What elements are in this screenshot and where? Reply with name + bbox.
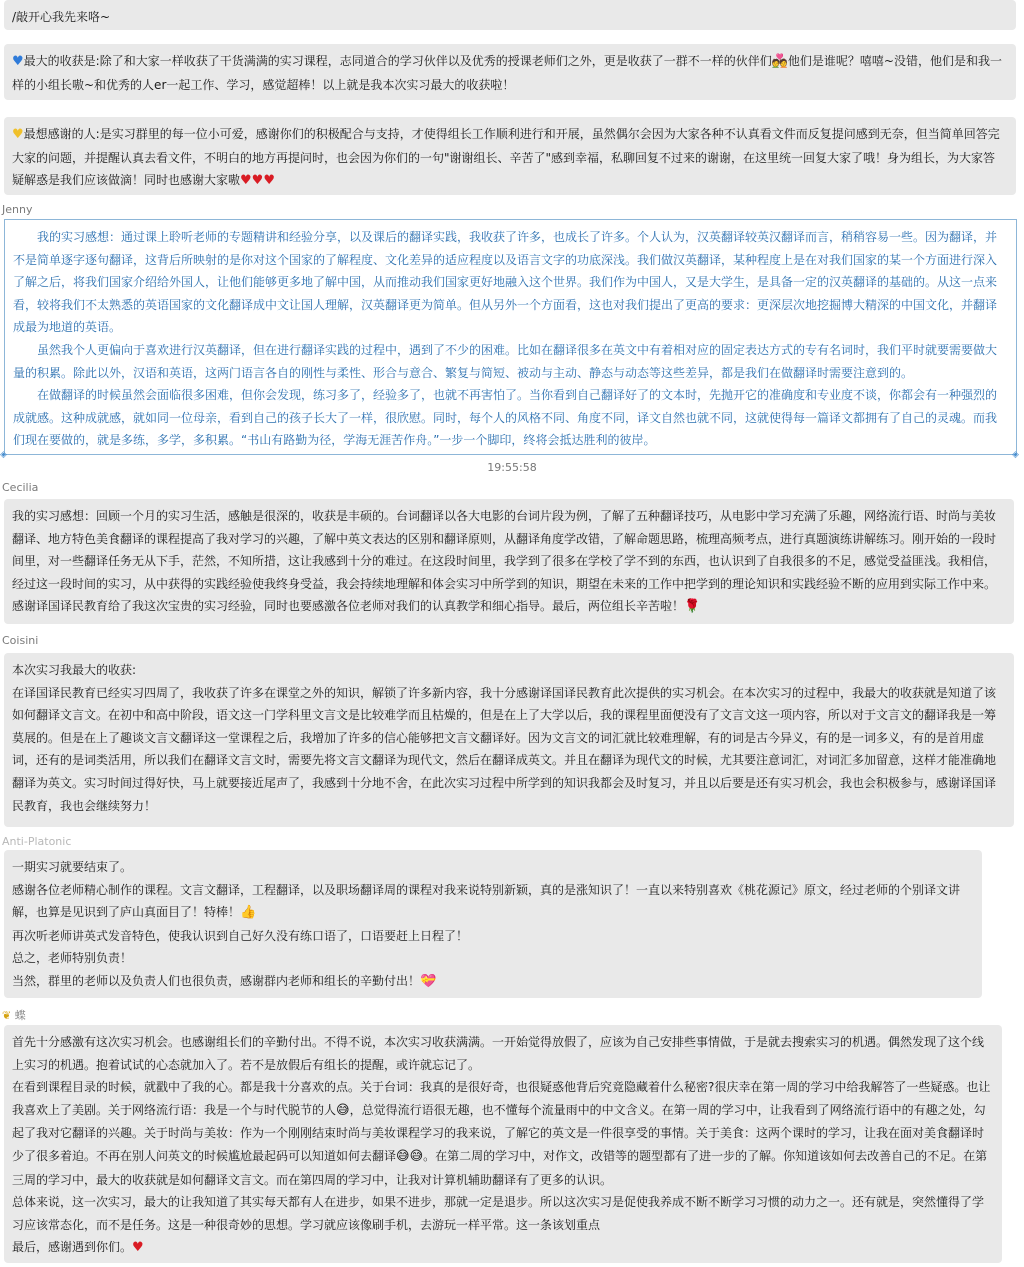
chat-bubble xyxy=(4,850,982,998)
selection-handle-icon[interactable]: ◈ xyxy=(0,450,7,460)
thumbs-up-icon: 👍 xyxy=(240,905,257,921)
rose-icon: 🌹 xyxy=(684,599,701,615)
sender-name: Jenny xyxy=(2,203,33,216)
yellow-heart-icon: ♥ xyxy=(12,127,24,142)
message-text: 最大的收获是:除了和大家一样收获了干货满满的实习课程，志同道合的学习伙伴以及优秀的授课老师们之外，更是收获了一群不一样的伙伴们 xyxy=(23,54,772,68)
message-paragraph: 在做翻译的时候虽然会面临很多困难，但你会发现，练习多了，经验多了，也就不再害怕了。当你看到自己翻译好了的文本时，先抛开它的准确度和专业度不谈，你都会有一种强烈的成就感。这种成就感，就如同一位母亲，看到自己的孩子长大了一样，很欣慰。同时，每个人的风格不同、角度不同，译文自然也就不同，这就使得每一篇译文都拥有了自己的灵魂。而我们现在要做的，就是多练，多学，多积累。“书山有路勤为径，学海无涯苦作舟。”一步一个脚印，终将会抵达胜利的彼岸。 xyxy=(13,388,998,448)
chat-bubble xyxy=(4,653,1014,827)
sender-name: Anti-Platonic xyxy=(2,835,72,848)
chat-bubble xyxy=(4,117,1016,195)
heart-eyes-icon: 💑 xyxy=(771,54,788,69)
timestamp: 19:55:58 xyxy=(487,461,537,474)
message-line: 在看到课程目录的时候，就戳中了我的心。都是我十分喜欢的点。关于台词：我真的是很好奇，也很疑惑他背后究竟隐藏着什么秘密?很庆幸在第一周的学习中给我解答了一些疑惑。也让我喜欢上了美剧。关于网络流行语：我是一个与时代脱节的人 xyxy=(12,1080,991,1117)
red-heart-icon: ♥♥♥ xyxy=(240,173,275,189)
message-line: 当然，群里的老师以及负责人们也很负责，感谢群内老师和组长的辛勤付出！ xyxy=(12,973,421,988)
grinning-sweat-icon: 😅😅 xyxy=(396,1148,424,1164)
message-text: 他们是谁呢？嘻嘻~没错，他们是和我一样的小组长嗷~和优秀的人er一起工作、学习，感觉超棒！以上就是我本次实习最大的收获啦！ xyxy=(12,54,1002,92)
sender-name: Coisini xyxy=(2,634,39,647)
sender-row xyxy=(2,1007,26,1023)
sender-name: Cecilia xyxy=(2,481,39,494)
chat-bubble xyxy=(4,1025,1002,1263)
blue-heart-icon: ♥ xyxy=(12,54,24,69)
message-line: 一期实习就要结束了。 xyxy=(12,860,133,874)
message-line: 本次实习我最大的收获: xyxy=(12,663,137,677)
message-paragraph: 虽然我个人更偏向于喜欢进行汉英翻译，但在进行翻译实践的过程中，遇到了不少的困难。比如在翻译很多在英文中有着相对应的固定表达方式的专有名词时，我们平时就要需要做大量的积累。除此以外，汉语和英语，这两门语言各自的刚性与柔性、形合与意合、繁复与简短、被动与主动、静态与动态等这些差异，都是我们在做翻译时需要注意到的。 xyxy=(13,342,998,380)
grinning-sweat-icon: 😅 xyxy=(336,1102,350,1118)
message-line: 感谢各位老师精心制作的课程。文言文翻译，工程翻译，以及职场翻译周的课程对我来说特别新颖，真的是涨知识了！一直以来特别喜欢《桃花源记》原文，经过老师的个别译文讲解，也算是见识到了庐山真面目了！特棒！ xyxy=(12,882,961,920)
message-paragraph: 我的实习感想：通过课上聆听老师的专题精讲和经验分享，以及课后的翻译实践，我收获了许多，也成长了许多。个人认为，汉英翻译较英汉翻译而言，稍稍容易一些。因为翻译，并不是简单逐字逐句翻译，这背后所映射的是你对这个国家的了解程度、文化差异的适应程度以及语言文字的功底深浅。我们做汉英翻译，某种程度上是在对我们国家的某一个方面进行深入了解之后，将我们国家介绍给外国人，让他们能够更多地了解中国，从而推动我们国家更好地融入这个世界。我们作为中国人，又是大学生，是具备一定的汉英翻译的基础的。从这一点来看，较将我们不太熟悉的英语国家的文化翻译成中文让国人理解，汉英翻译更为简单。但从另外一个方面看，这也对我们提出了更高的要求：更深层次地挖掘博大精深的中国文化，并翻译成最为地道的英语。 xyxy=(13,230,998,335)
message-line: 再次听老师讲英式发音特色，使我认识到自己好久没有练口语了，口语要赶上日程了！ xyxy=(12,928,469,943)
message-text: 我的实习感想：回顾一个月的实习生活，感触是很深的，收获是丰硕的。台词翻译以各大电影的台词片段为例，了解了五种翻译技巧，从电影中学习充满了乐趣，网络流行语、时尚与美妆翻译、地方特色美食翻译的课程提高了我对学习的兴趣，了解中英文表达的区别和翻译原则，从翻译角度学改错，了解命题思路，梳理高频考点，进行真题演练讲解练习。刚开始的一段时间里，对一些翻译任务无从下手，茫然，不知所措，这让我感到十分的难过。在这段时间里，我学到了很多在学校了学不到的东西，也认识到了自我很多的不足，感觉受益匪浅。我相信，经过这一段时间的实习，从中获得的实践经验使我终身受益，我会持续地理解和体会实习中所学到的知识，期望在未来的工作中把学到的理论知识和实践经验不断的应用到实际工作中来。感谢译国译民教育给了我这次宝贵的实习经验，同时也要感激各位老师对我们的认真教学和细心指导。最后，两位组长辛苦啦！ xyxy=(12,509,997,614)
message-line: 最后，感谢遇到你们。 xyxy=(12,1240,133,1255)
message-line: 总之，老师特别负责！ xyxy=(12,951,133,966)
chat-bubble xyxy=(4,44,1016,100)
leaf-icon: ❦ xyxy=(2,1009,12,1022)
chat-bubble xyxy=(4,499,1014,624)
message-line: 。在第二周的学习中，对作文，改错等的题型都有了进一步的了解。你知道该如何去改善自己的不足。在第三周的学习中，最大的收获就是如何翻译文言文。而在第四周的学习中，让我对计算机辅助翻译有了更多的认识。 xyxy=(12,1148,988,1187)
message-line: 在译国译民教育已经实习四周了，我收获了许多在课堂之外的知识，解锁了许多新内容，我十分感谢译国译民教育此次提供的实习机会。在本次实习的过程中，我最大的收获就是知道了该如何翻译文言文。在初中和高中阶段，语文这一门学科里文言文是比较难学而且枯燥的，但是在上了大学以后，我的课程里面便没有了文言文这一项内容，所以对于文言文的翻译我是一筹莫展的。但是在上了趣谈文言文翻译这一堂课程之后，我增加了许多的信心能够把文言文翻译好。因为文言文的词汇就比较难理解，有的词是古今异义，有的是一词多义，有的是首用虚词，还有的是词类活用，所以我们在翻译文言文时，需要先将文言文翻译为现代文，然后在翻译成英文。并且在翻译为现代文的时候，尤其要注意词汇，对词汇多加留意，这样才能准确地翻译为英文。实习时间过得好快，马上就要接近尾声了，我感到十分地不舍，在此次实习过程中所学到的知识我都会及时复习，并且以后要是还有实习机会，我也会积极参与，感谢译国译民教育，我也会继续努力！ xyxy=(12,685,997,813)
selected-message[interactable] xyxy=(4,219,1017,455)
message-line: /敲开心我先来咯~ xyxy=(12,10,111,24)
heart-ribbon-icon: 💝 xyxy=(420,973,437,989)
sender-name: 蝶 xyxy=(14,1009,26,1022)
selection-handle-icon[interactable]: ◈ xyxy=(1012,450,1019,460)
chat-bubble xyxy=(4,0,1016,30)
message-line: ，总觉得流行语很无趣，也不懂每个流量雨中的中文含义。在第一周的学习中，让我看到了网络流行语中的有趣之处，勾起了我对它翻译的兴趣。关于时尚与美妆：作为一个刚刚结束时尚与美妆课程学习的我来说，了解它的英文是一件很享受的事情。关于美食：这两个课时的学习，让我在面对美食翻译时少了很多着迫。不再在别人问英文的时候尴尬最起码可以知道如何去翻译 xyxy=(12,1102,986,1163)
red-heart-icon: ♥ xyxy=(132,1240,144,1256)
message-text: 最想感谢的人:是实习群里的每一位小可爱，感谢你们的积极配合与支持，才使得组长工作顺利进行和开展，虽然偶尔会因为大家各种不认真看文件而反复提问感到无奈，但当简单回答完大家的问题，并提醒认真去看文件，不明白的地方再提问时，也会因为你们的一句"谢谢组长、辛苦了"感到幸福，私聊回复不过来的谢谢，在这里统一回复大家了哦！身为组长，为大家答疑解惑是我们应该做滴！同时也感谢大家嗷 xyxy=(12,127,1000,188)
message-line: 总体来说，这一次实习，最大的让我知道了其实每天都有人在进步，如果不进步，那就一定是退步。所以这次实习是促使我养成不断不断学习习惯的动力之一。还有就是，突然懂得了学习应该常态化，而不是任务。这是一种很奇妙的思想。学习就应该像刷手机，去游玩一样平常。这一条该划重点 xyxy=(12,1195,985,1232)
message-line: 首先十分感激有这次实习机会。也感谢组长们的辛勤付出。不得不说，本次实习收获满满。一开始觉得放假了，应该为自己安排些事情做，于是就去搜索实习的机遇。偶然发现了这个线上实习的机遇。抱着试试的心态就加入了。若不是放假后有组长的提醒，或许就忘记了。 xyxy=(12,1035,985,1072)
